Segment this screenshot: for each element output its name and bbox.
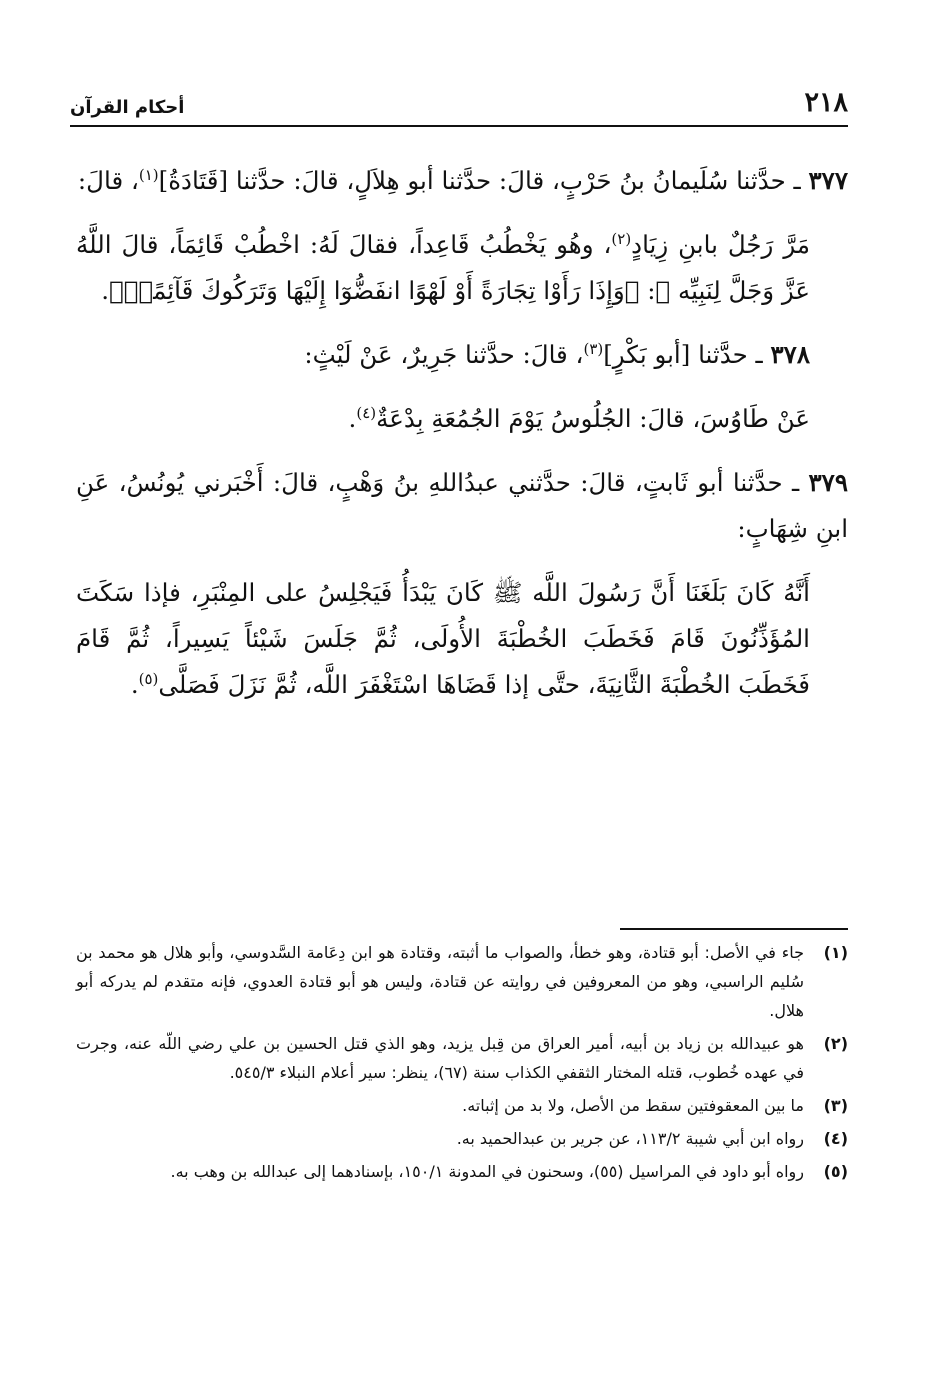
hadith-text: عَنْ طَاوُسَ، قالَ: الجُلُوسُ يَوْمَ الجُمُعَةِ بِدْعَةٌ xyxy=(376,404,810,433)
hadith-text: مَرَّ رَجُلٌ بابنِ زِيَادٍ xyxy=(631,230,810,259)
footnote-2 xyxy=(76,1029,848,1087)
page-header xyxy=(70,84,848,118)
footnote-mark: (٢) xyxy=(823,1034,848,1053)
hadith-379-text xyxy=(76,570,848,708)
hadith-number: ٣٧٧ xyxy=(808,166,848,195)
header-rule xyxy=(70,125,848,127)
footnote-mark: (٤) xyxy=(823,1129,848,1148)
main-text xyxy=(76,158,848,726)
running-title: أحكام القرآن xyxy=(70,97,185,118)
footnote-ref: (١) xyxy=(138,165,159,184)
hadith-379-chain xyxy=(76,460,848,552)
footnote-ref: (٤) xyxy=(356,403,377,422)
footnote-ref: (٣) xyxy=(583,339,604,358)
footnote-ref: (٥) xyxy=(138,669,159,688)
chain-text: ـ حدَّثنا [أبو بَكْرٍ] xyxy=(603,340,771,369)
chain-text: ـ حدَّثنا سُلَيمانُ بنُ حَرْبٍ، قالَ: حدَّثنا أبو هِلاَلٍ، قالَ: حدَّثنا [قَتَادَةُ] xyxy=(158,166,809,195)
hadith-377-text xyxy=(76,222,848,314)
hadith-text-end: . xyxy=(348,404,357,433)
footnote-3 xyxy=(76,1091,848,1120)
footnote-1 xyxy=(76,938,848,1025)
hadith-378-text xyxy=(76,396,848,442)
hadith-text: أَنَّهُ كَانَ بَلَغَنَا أَنَّ رَسُولَ اللَّه ﷺ كَانَ يَبْدَأُ فَيَجْلِسُ على المِنْبَرِ، فإذا سَكَتَ المُؤَذِّنُونَ قَامَ فَخَطَبَ الخُطْبَةَ الأُولَى، ثُمَّ جَلَسَ شَيْئاً يَسِيراً، ثُمَّ قَامَ فَخَطَبَ الخُطْبَةَ الثَّانِيَةَ، حتَّى إذا قَضَاهَا اسْتَغْفَرَ اللَّه، ثُمَّ نَزَلَ فَصَلَّى xyxy=(76,578,810,699)
hadith-number: ٣٧٨ xyxy=(770,340,810,369)
hadith-377-chain xyxy=(76,158,848,204)
chain-text-end: ، قالَ: xyxy=(77,166,139,195)
footnote-mark: (١) xyxy=(823,943,848,962)
footnote-mark: (٥) xyxy=(823,1162,848,1181)
chain-text: ـ حدَّثنا أبو ثَابتٍ، قالَ: حدَّثني عبدُاللهِ بنُ وَهْبٍ، قالَ: أَخْبَرني يُونُسُ، عَنِ ابنِ شِهَابٍ: xyxy=(76,468,848,543)
hadith-text-end: . xyxy=(130,670,139,699)
footnote-rule xyxy=(620,928,848,930)
footnote-ref: (٢) xyxy=(611,229,632,248)
hadith-text-end: ، وهُو يَخْطُبُ قَاعِداً، فقالَ لَهُ: اخْطُبْ قَائِمَاً، قالَ اللَّهُ عَزَّ وَجَلَّ لِنَبِيِّه ﷺ: ﴿وَإِذَا رَأَوْا تِجَارَةً أَوْ لَهْوًا انفَضُّوٓا إِلَيْهَا وَتَرَكُوكَ قَآئِمًاۚ﴾. xyxy=(76,230,810,305)
footnote-text: ما بين المعقوفتين سقط من الأصل، ولا بد من إثباته. xyxy=(462,1096,804,1115)
page-number: ٢١٨ xyxy=(804,87,848,118)
footnote-mark: (٣) xyxy=(823,1096,848,1115)
footnotes xyxy=(76,938,848,1190)
footnote-5 xyxy=(76,1157,848,1186)
hadith-378-chain xyxy=(76,332,848,378)
hadith-number: ٣٧٩ xyxy=(808,468,848,497)
chain-text-end: ، قالَ: حدَّثنا جَرِيرٌ، عَنْ لَيْثٍ: xyxy=(304,340,584,369)
footnote-text: رواه ابن أبي شيبة ١١٣/٢، عن جرير بن عبدالحميد به. xyxy=(456,1129,804,1148)
footnote-text: هو عبيدالله بن زياد بن أبيه، أمير العراق من قِبل يزيد، وهو الذي قتل الحسين بن علي رضي اللّه عنه، وجرت في عهده خُطوب، قتله المختار الثقفي الكذاب سنة (٦٧)، ينظر: سير أعلام النبلاء ٥٤٥/٣. xyxy=(76,1034,804,1082)
footnote-text: جاء في الأصل: أبو قتادة، وهو خطأ، والصواب ما أثبته، وقتادة هو ابن دِعَامة السَّدوسي، وأبو هلال هو محمد بن سُليم الراسبي، وهو من المعروفين في روايته عن قتادة، وليس هو أبو قتادة العدوي، فإنه متقدم لم يدركه أبو هلال. xyxy=(76,943,804,1020)
footnote-text: رواه أبو داود في المراسيل (٥٥)، وسحنون في المدونة ١٥٠/١، بإسنادهما إلى عبدالله بن وهب به. xyxy=(170,1162,804,1181)
footnote-4 xyxy=(76,1124,848,1153)
